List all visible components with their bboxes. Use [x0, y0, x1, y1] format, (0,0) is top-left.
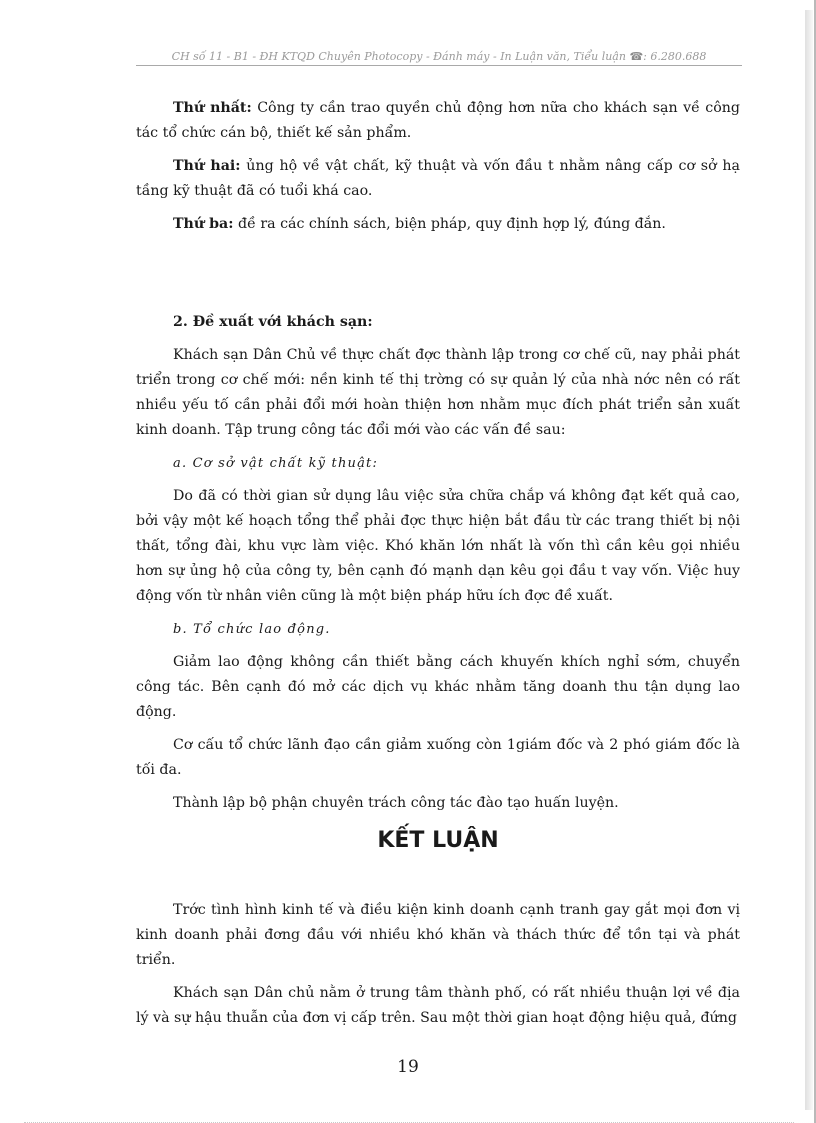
subheading-facilities: a. Cơ sở vật chất kỹ thuật:: [173, 456, 379, 471]
text-third: đề ra các chính sách, biện pháp, quy định hợp lý, đúng đắn.: [233, 216, 666, 232]
paragraph-facilities: Do đã có thời gian sử dụng lâu việc sửa chữa chắp vá không đạt kết quả cao, bởi vậy một kế hoạch tổng thể phải đợc thực hiện bắt đầu từ các trang thiết bị nội thất, tổng đài, khu vực làm việc. Khó khăn lớn nhất là vốn thì cần kêu gọi nhiều hơn sự ủng hộ của công ty, bên cạnh đó mạnh dạn kêu gọi đầu t vay vốn. Việc huy động vốn từ nhân viên cũng là một biện pháp hữu ích đợc đề xuất.: [136, 488, 740, 604]
document-body: [136, 96, 740, 1039]
paragraph-conclusion-1: Trớc tình hình kinh tế và điều kiện kinh doanh cạnh tranh gay gắt mọi đơn vị kinh doanh phải đơng đầu với nhiều khó khăn và thách thức để tồn tại và phát triển.: [136, 902, 740, 968]
section-heading-hotel-proposal: 2. Đề xuất với khách sạn:: [173, 314, 373, 330]
paragraph-conclusion-2: Khách sạn Dân chủ nằm ở trung tâm thành phố, có rất nhiều thuận lợi về địa lý và sự hậu thuẫn của đơn vị cấp trên. Sau một thời gian hoạt động hiệu quả, đứng: [136, 985, 740, 1026]
paragraph-third-proposal: [136, 212, 740, 237]
telephone-icon: ☎: [629, 50, 644, 63]
text-first: Công ty cần trao quyền chủ động hơn nữa cho khách sạn về công tác tổ chức cán bộ, thiết kế sản phẩm.: [136, 100, 740, 141]
paragraph-leadership-structure: Cơ cấu tổ chức lãnh đạo cần giảm xuống còn 1giám đốc và 2 phó giám đốc là tối đa.: [136, 737, 740, 778]
page-header: [136, 50, 742, 66]
paragraph-first-proposal: [136, 96, 740, 146]
paragraph-second-proposal: [136, 154, 740, 204]
paragraph-training-department: Thành lập bộ phận chuyên trách công tác đào tạo huấn luyện.: [173, 795, 619, 811]
header-phone: : 6.280.688: [643, 50, 707, 63]
lead-first: Thứ nhất:: [173, 100, 252, 116]
spacer: [136, 245, 740, 310]
header-text: CH số 11 - B1 - ĐH KTQD Chuyên Photocopy - Đánh máy - In Luận văn, Tiểu luận: [171, 50, 626, 63]
subheading-labor-organization: b. Tổ chức lao động.: [173, 622, 331, 637]
text-second: ủng hộ về vật chất, kỹ thuật và vốn đầu t nhằm nâng cấp cơ sở hạ tầng kỹ thuật đã có tuổi khá cao.: [136, 158, 740, 199]
lead-third: Thứ ba:: [173, 216, 234, 232]
lead-second: Thứ hai:: [173, 158, 241, 174]
paragraph-hotel-intro: Khách sạn Dân Chủ về thực chất đợc thành lập trong cơ chế cũ, nay phải phát triển trong cơ chế mới: nền kinh tế thị trờng có sự quản lý của nhà nớc nên có rất nhiều yếu tố cần phải đổi mới hoàn thiện hơn nhằm mục đích phát triển sản xuất kinh doanh. Tập trung công tác đổi mới vào các vấn đề sau:: [136, 347, 740, 438]
page-number: 19: [397, 1057, 419, 1077]
conclusion-title: KẾT LUẬN: [377, 828, 499, 853]
paragraph-labor-reduction: Giảm lao động không cần thiết bằng cách khuyến khích nghỉ sớm, chuyển công tác. Bên cạnh đó mở các dịch vụ khác nhằm tăng doanh thu tận dụng lao động.: [136, 654, 740, 720]
